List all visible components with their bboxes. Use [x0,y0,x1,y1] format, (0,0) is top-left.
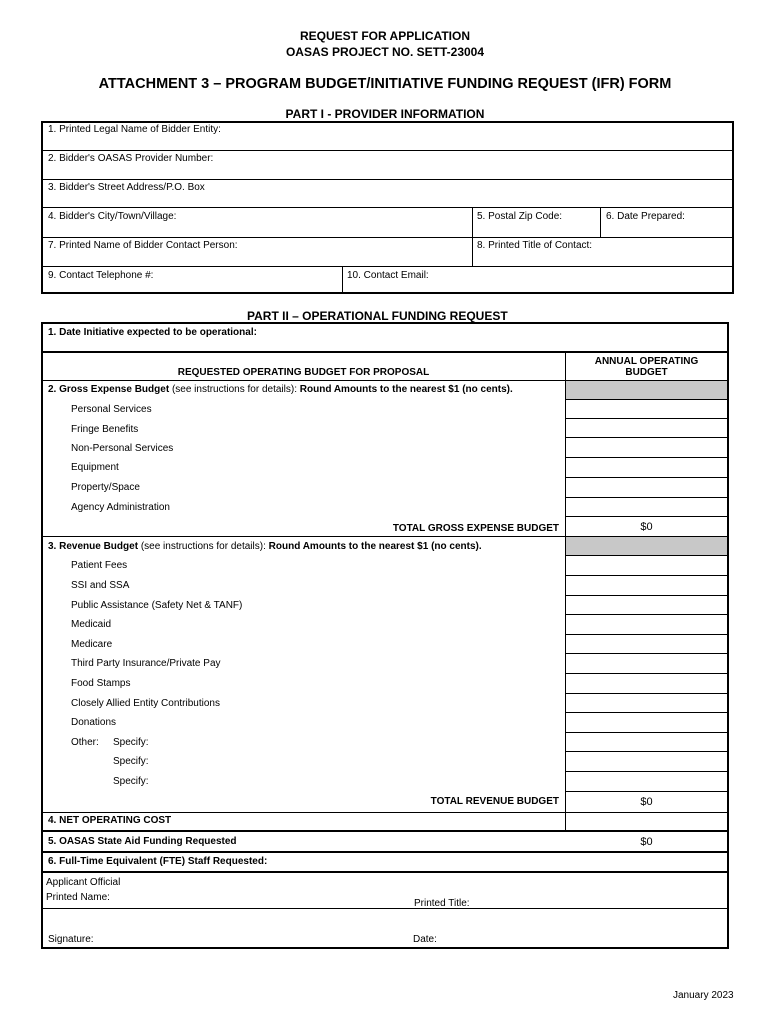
revenue-third-party: Third Party Insurance/Private Pay [71,658,221,669]
expense-fringe-benefits: Fringe Benefits [71,424,139,435]
expense-property-space: Property/Space [71,482,140,493]
legal-name-label: 1. Printed Legal Name of Bidder Entity: [48,124,221,135]
expense-agency-administration: Agency Administration [71,502,170,513]
col-header-annual-2: BUDGET [625,367,668,378]
footer-date: January 2023 [673,990,734,1001]
applicant-official-label: Applicant Official [46,877,121,888]
header-line-1: REQUEST FOR APPLICATION [299,29,470,43]
telephone-label: 9. Contact Telephone #: [48,270,154,281]
street-address-field[interactable] [48,182,205,193]
part2-title: PART II – OPERATIONAL FUNDING REQUEST [247,309,508,323]
signature-field[interactable] [48,934,94,945]
gross-expense-heading: 2. Gross Expense Budget (see instructions for details): Round Amounts to the nearest $1 (no cents). [48,384,513,395]
revenue-specify-2[interactable]: Specify: [113,756,149,767]
revenue-ssi-ssa: SSI and SSA [71,580,130,591]
revenue-patient-fees: Patient Fees [71,560,128,571]
revenue-other-label: Other: [71,737,99,748]
contact-title-label: 8. Printed Title of Contact: [477,240,593,251]
printed-title-field[interactable] [414,898,470,909]
street-address-label: 3. Bidder's Street Address/P.O. Box [48,182,205,193]
revenue-heading: 3. Revenue Budget (see instructions for details): Round Amounts to the nearest $1 (no cents). [48,541,482,552]
date-field[interactable] [413,934,437,945]
expense-non-personal-services: Non-Personal Services [71,443,174,454]
zip-code-field[interactable] [477,211,562,222]
revenue-public-assistance: Public Assistance (Safety Net & TANF) [71,600,243,611]
revenue-medicaid: Medicaid [71,619,112,630]
revenue-specify-1[interactable]: Specify: [113,737,149,748]
contact-title-field[interactable] [477,240,592,251]
revenue-donations: Donations [71,717,117,728]
expense-personal-services: Personal Services [71,404,152,415]
col-header-proposal: REQUESTED OPERATING BUDGET FOR PROPOSAL [177,367,430,378]
col-header-annual-1: ANNUAL OPERATING [594,356,699,367]
printed-name-field[interactable] [46,892,110,903]
operational-date-field[interactable] [48,327,257,338]
state-aid-value: $0 [640,836,653,848]
zip-code-label: 5. Postal Zip Code: [477,211,563,222]
revenue-specify-3[interactable]: Specify: [113,776,149,787]
date-prepared-label: 6. Date Prepared: [606,211,685,222]
telephone-field[interactable] [48,270,153,281]
header-line-2: OASAS PROJECT NO. SETT-23004 [285,45,485,59]
date-prepared-field[interactable] [606,211,685,222]
total-revenue-value: $0 [640,796,653,808]
state-aid-label: 5. OASAS State Aid Funding Requested [48,836,237,847]
legal-name-field[interactable] [48,124,221,135]
provider-number-field[interactable] [48,153,213,164]
printed-name-label: Printed Name: [46,892,110,903]
revenue-food-stamps: Food Stamps [71,678,131,689]
fte-label[interactable]: 6. Full-Time Equivalent (FTE) Staff Requested: [48,856,268,867]
net-operating-cost-label: 4. NET OPERATING COST [48,815,172,826]
part1-title: PART I - PROVIDER INFORMATION [285,107,485,121]
date-label: Date: [413,934,437,945]
signature-label: Signature: [48,934,94,945]
total-gross-label: TOTAL GROSS EXPENSE BUDGET [392,523,559,534]
contact-name-field[interactable] [48,240,238,251]
city-field[interactable] [48,211,176,222]
contact-name-label: 7. Printed Name of Bidder Contact Person: [48,240,238,251]
operational-date-label: 1. Date Initiative expected to be operational: [48,327,257,338]
email-field[interactable] [347,270,429,281]
revenue-allied-entity: Closely Allied Entity Contributions [71,698,220,709]
email-label: 10. Contact Email: [347,270,429,281]
form-title: ATTACHMENT 3 – PROGRAM BUDGET/INITIATIVE FUNDING REQUEST (IFR) FORM [98,76,672,92]
total-revenue-label: TOTAL REVENUE BUDGET [430,796,559,807]
printed-title-label: Printed Title: [414,898,470,909]
total-gross-value: $0 [640,521,653,533]
provider-number-label: 2. Bidder's OASAS Provider Number: [48,153,214,164]
expense-equipment: Equipment [71,462,119,473]
revenue-medicare: Medicare [71,639,113,650]
city-label: 4. Bidder's City/Town/Village: [48,211,177,222]
